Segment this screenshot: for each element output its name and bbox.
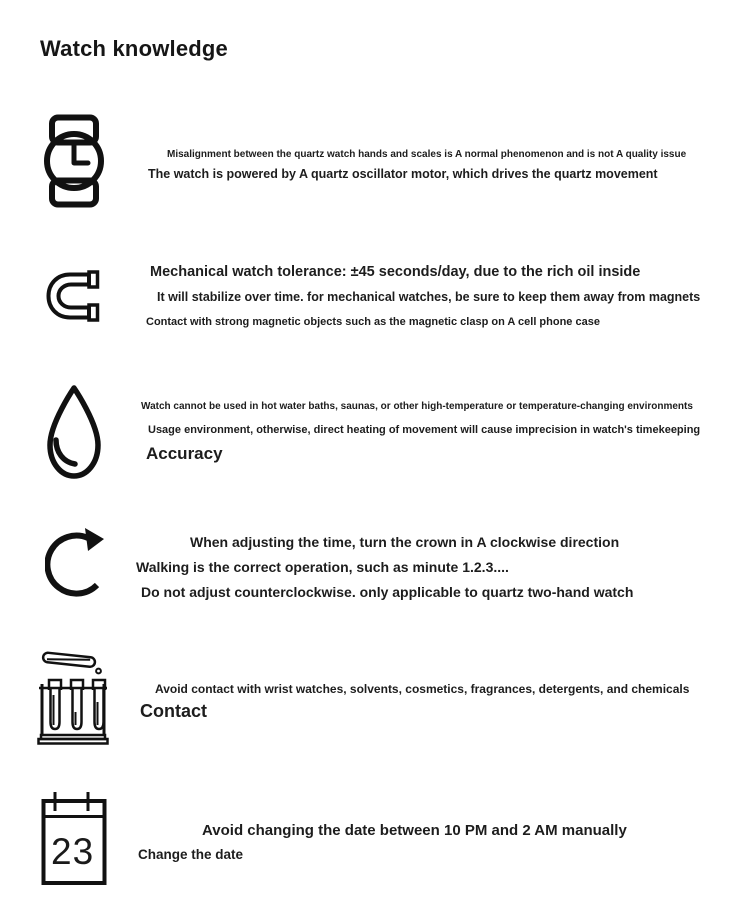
walking-operation-text: Walking is the correct operation, such as minute 1.2.3.... [136,559,509,575]
chemical-avoidance-note: Avoid contact with wrist watches, solvents, cosmetics, fragrances, detergents, and chemicals [155,682,690,696]
calendar-day-label: 23 [51,831,95,872]
water-drop-icon [42,383,106,481]
clockwise-rotation-icon [45,524,107,604]
accuracy-heading: Accuracy [146,444,223,463]
usage-environment-text: Usage environment, otherwise, direct heating of movement will cause imprecision in watch's timekeeping [148,424,701,436]
test-tubes-icon [37,648,109,745]
hot-water-note: Watch cannot be used in hot water baths, saunas, or other high-temperature or temperature-changing environments [141,401,693,412]
magnet-warning-text: It will stabilize over time. for mechanical watches, be sure to keep them away from magnets [157,290,701,304]
tolerance-heading: Mechanical watch tolerance: ±45 seconds/day, due to the rich oil inside [150,264,641,280]
clockwise-heading: When adjusting the time, turn the crown in A clockwise direction [190,534,620,550]
quartz-movement-text: The watch is powered by A quartz oscillator motor, which drives the quartz movement [148,167,658,181]
misalignment-note: Misalignment between the quartz watch hands and scales is A normal phenomenon and is not A quality issue [167,149,687,160]
date-change-heading: Avoid changing the date between 10 PM and 2 AM manually [202,822,627,839]
magnet-icon [43,269,101,323]
wristwatch-icon [43,114,105,208]
contact-heading: Contact [140,701,207,721]
page-title: Watch knowledge [40,36,228,61]
calendar-icon [41,790,107,887]
magnet-contact-note: Contact with strong magnetic objects such as the magnetic clasp on A cell phone case [146,316,600,328]
counterclockwise-warning-text: Do not adjust counterclockwise. only applicable to quartz two-hand watch [141,584,634,600]
change-date-label: Change the date [138,847,244,862]
